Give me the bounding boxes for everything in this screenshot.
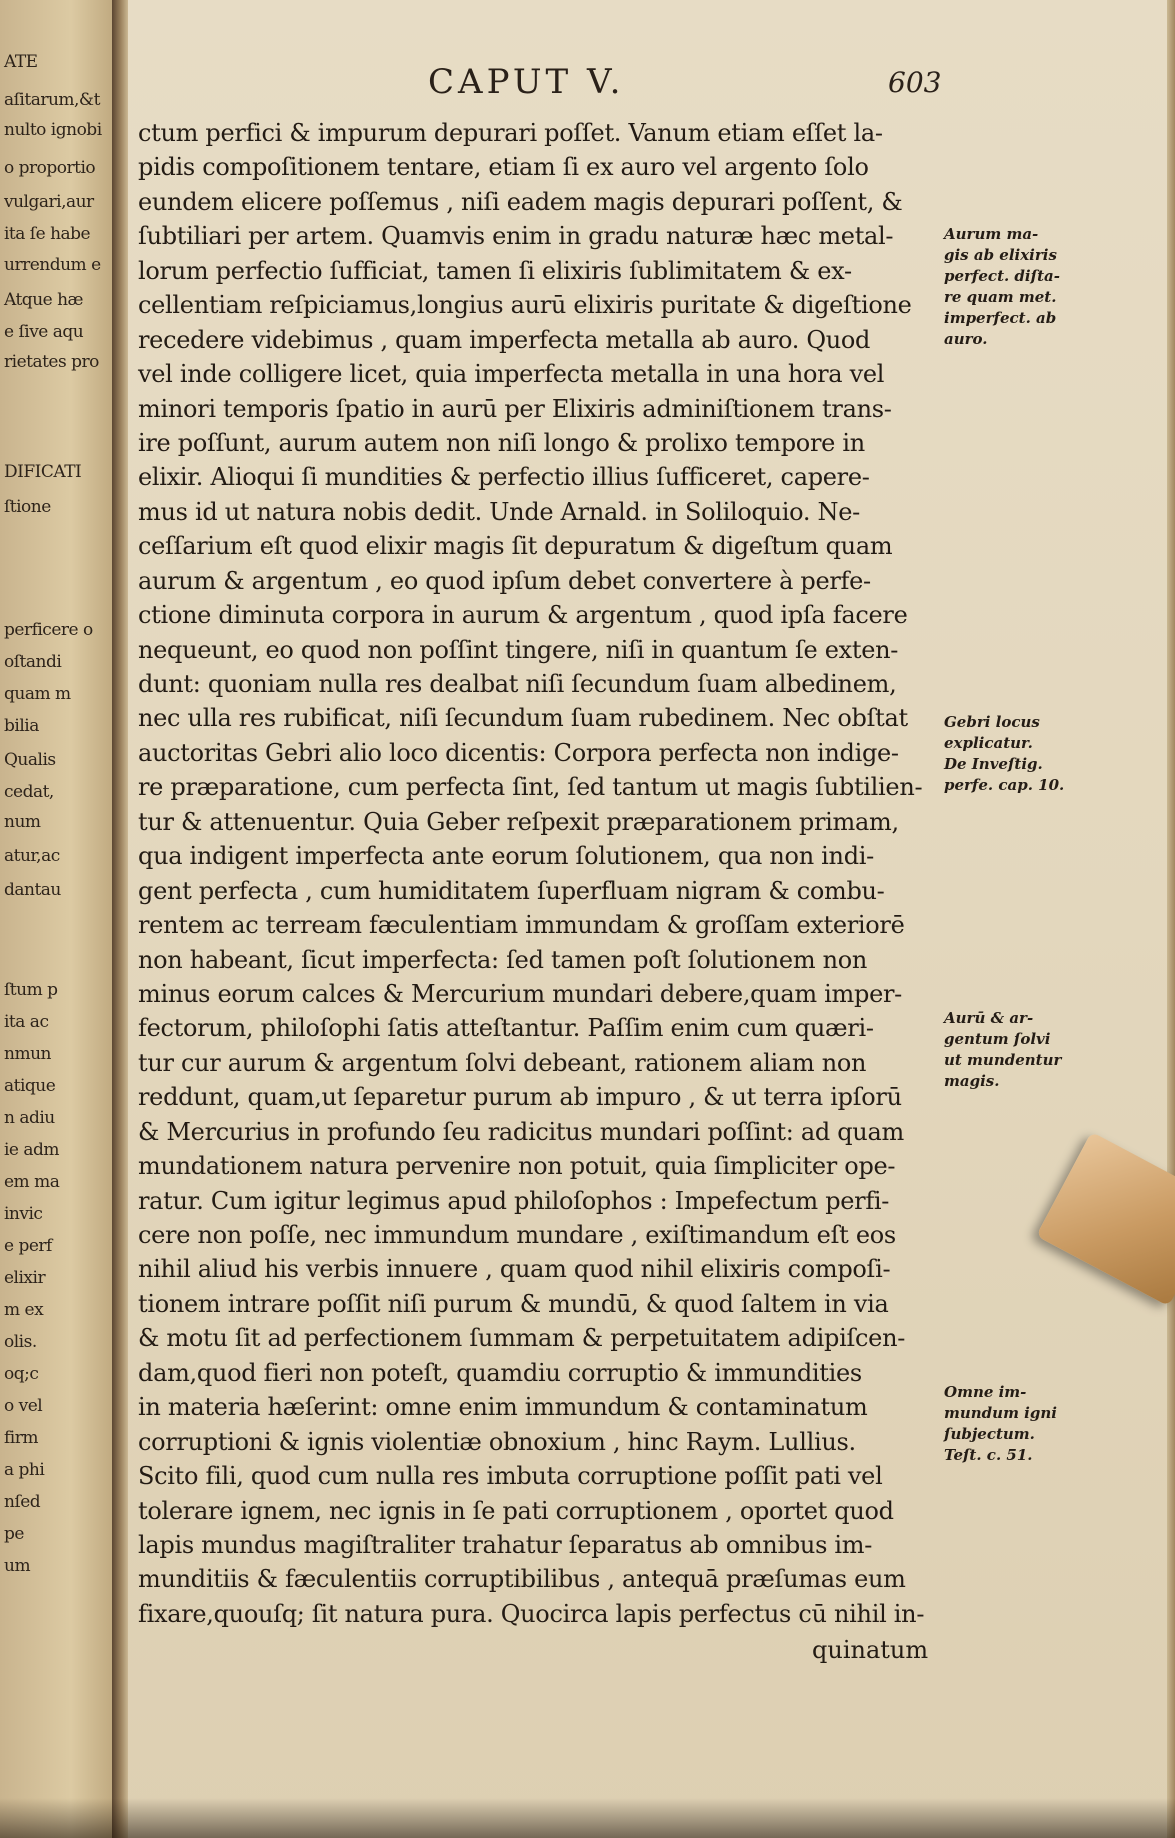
text-line: & motu ſit ad perfectionem ſummam & perpetuitatem adipiſcen- [138, 1324, 906, 1353]
facing-page-text: oq;c [4, 1364, 39, 1384]
text-line: dam,quod fieri non poteſt, quamdiu corruptio & immundities [138, 1358, 862, 1387]
text-line: cere non poſſe, nec immundum mundare , exiſtimandum eſt eos [138, 1221, 896, 1249]
facing-page-text: olis. [4, 1332, 37, 1352]
text-line: tolerare ignem, nec ignis in ſe pati corruptionem , oportet quod [138, 1496, 894, 1525]
margin-note-line: mundum igni [944, 1404, 1057, 1422]
facing-page-text: e ſive aqu [4, 322, 84, 342]
text-line: & Mercurius in profundo ſeu radicitus mundari poſſint: ad quam [138, 1117, 904, 1146]
margin-note-line: re quam met. [944, 288, 1057, 306]
text-line: tur cur aurum & argentum ſolvi debeant, rationem aliam non [138, 1048, 867, 1077]
page-number: 603 [888, 66, 942, 99]
text-line: mus id ut natura nobis dedit. Unde Arnald. in Soliloquio. Ne- [138, 497, 860, 526]
text-line: fixare,quouſq; ſit natura pura. Quocirca lapis perfectus cū nihil in- [138, 1599, 925, 1628]
chapter-title: CAPUT V. [428, 62, 625, 102]
page-edge [1167, 0, 1175, 1838]
facing-page-text: oſtandi [4, 652, 62, 672]
text-line: re præparatione, cum perfecta ſint, ſed tantum ut magis ſubtilien- [138, 773, 923, 802]
text-line: recedere videbimus , quam imperfecta metalla ab auro. Quod [138, 325, 871, 354]
text-line: non habeant, ſicut imperfecta: ſed tamen poſt ſolutionem non [138, 945, 868, 974]
margin-note-line: magis. [944, 1072, 1000, 1090]
margin-note-line: Gebri locus [944, 713, 1040, 731]
text-line: pidis compoſitionem tentare, etiam ſi ex auro vel argento ſolo [138, 153, 869, 182]
text-line: ratur. Cum igitur legimus apud philoſophos : Impefectum perfi- [138, 1186, 890, 1215]
text-line: qua indigent imperfecta ante eorum ſolutionem, qua non indi- [138, 842, 874, 871]
facing-page-text: perficere o [4, 620, 93, 640]
margin-note-aurum-argentum [944, 1008, 1061, 1092]
text-line: tur & attenuentur. Quia Geber reſpexit præparationem primam, [138, 807, 899, 836]
facing-page-text: m ex [4, 1300, 44, 1320]
facing-page-text: em ma [4, 1172, 60, 1192]
text-line: aurum & argentum , eo quod ipſum debet convertere à perfe- [138, 566, 871, 595]
text-line: ctione diminuta corpora in aurum & argentum , quod ipſa facere [138, 601, 908, 630]
body-text [138, 116, 948, 1631]
facing-page-text: e perf [4, 1236, 52, 1256]
text-line: rentem ac terream fæculentiam immundam & groſſam exteriorē [138, 911, 905, 940]
margin-note-line: De Inveſtig. [944, 755, 1043, 773]
facing-page-text: Atque hæ [4, 290, 84, 310]
margin-note-aurum [944, 224, 1060, 350]
text-line: elixir. Alioqui ſi mundities & perfectio illius ſufficeret, capere- [138, 463, 870, 492]
facing-page-text: ſtum p [4, 980, 58, 1000]
text-line: in materia hæſerint: omne enim immundum & contaminatum [138, 1393, 868, 1422]
facing-page-fragment [0, 0, 118, 1838]
margin-note-line: ſubjectum. [944, 1425, 1035, 1443]
text-line: fectorum, philoſophi ſatis atteſtantur. Paſſim enim cum quæri- [138, 1014, 874, 1043]
facing-page-text: nulto ignobi [4, 120, 102, 140]
facing-page-text: n adiu [4, 1108, 55, 1128]
text-line: ctum perfici & impurum depurari poſſet. Vanum etiam eſſet la- [138, 119, 883, 147]
text-line: reddunt, quam,ut ſeparetur purum ab impuro , & ut terra ipſorū [138, 1083, 902, 1112]
text-line: nec ulla res rubificat, niſi ſecundum ſuam rubedinem. Nec obſtat [138, 704, 908, 733]
text-line: corruptioni & ignis violentiæ obnoxium , hinc Raym. Lullius. [138, 1427, 856, 1456]
text-line: eundem elicere poſſemus , niſi eadem magis depurari poſſent, & [138, 187, 903, 216]
facing-page-text: ie adm [4, 1140, 60, 1160]
text-line: ceſſarium eſt quod elixir magis ſit depuratum & digeſtum quam [138, 532, 893, 561]
margin-note-line: Aurū & ar- [944, 1009, 1034, 1027]
book-page [128, 0, 1175, 1838]
facing-page-text: ATE [4, 52, 38, 72]
margin-note-line: Teſt. c. 51. [944, 1446, 1033, 1464]
facing-page-text: Qualis [4, 750, 56, 770]
text-line: ſubtiliari per artem. Quamvis enim in gradu naturæ hæc metal- [138, 222, 894, 251]
margin-note-line: Aurum ma- [944, 225, 1039, 243]
margin-note-line: gis ab elixiris [944, 246, 1057, 264]
facing-page-text: ita ac [4, 1012, 49, 1032]
facing-page-text: ſtione [4, 497, 51, 517]
margin-note-line: perfect. diſta- [944, 267, 1060, 285]
text-line: vel inde colligere licet, quia imperfecta metalla in una hora vel [138, 360, 885, 389]
facing-page-text: o vel [4, 1396, 43, 1416]
margin-note-line: gentum ſolvi [944, 1030, 1051, 1048]
facing-page-text: num [4, 812, 41, 832]
text-line: lorum perfectio ſufficiat, tamen ſi elixiris ſublimitatem & ex- [138, 256, 852, 285]
facing-page-text: invic [4, 1204, 43, 1224]
facing-page-text: um [4, 1556, 31, 1576]
margin-note-omne [944, 1382, 1057, 1466]
facing-page-text: cedat, [4, 782, 54, 802]
facing-page-text: bilia [4, 716, 39, 736]
text-line: nequeunt, eo quod non poſſint tingere, niſi in quantum ſe exten- [138, 635, 899, 664]
facing-page-text: nmun [4, 1044, 51, 1064]
text-line: minus eorum calces & Mercurium mundari debere,quam imper- [138, 979, 902, 1008]
facing-page-text: vulgari,aur [4, 192, 94, 212]
facing-page-text: nſed [4, 1492, 41, 1512]
text-line: dunt: quoniam nulla res dealbat niſi ſecundum ſuam albedinem, [138, 670, 897, 698]
running-head [128, 62, 1175, 112]
catchword: quinatum [812, 1636, 929, 1664]
facing-page-text: ita ſe habe [4, 224, 91, 244]
margin-note-line: ut mundentur [944, 1051, 1062, 1069]
facing-page-text: firm [4, 1428, 38, 1448]
facing-page-text: dantau [4, 880, 61, 900]
margin-note-line: auro. [944, 330, 988, 348]
text-line: lapis mundus magiſtraliter trahatur ſeparatus ab omnibus im- [138, 1530, 873, 1559]
text-line: cellentiam reſpiciamus,longius aurū elixiris puritate & digeſtione [138, 291, 912, 320]
facing-page-text: urrendum e [4, 255, 101, 275]
facing-page-text: atique [4, 1076, 56, 1096]
facing-page-text: DIFICATI [4, 462, 82, 482]
facing-page-text: rietates pro [4, 352, 99, 372]
facing-page-text: quam m [4, 684, 71, 704]
margin-note-gebri [944, 712, 1064, 796]
text-line: Scito fili, quod cum nulla res imbuta corruptione poſſit pati vel [138, 1462, 883, 1491]
margin-note-line: imperfect. ab [944, 309, 1057, 327]
text-line: auctoritas Gebri alio loco dicentis: Corpora perfecta non indige- [138, 738, 899, 767]
facing-page-text: a phi [4, 1460, 45, 1480]
facing-page-text: pe [4, 1524, 24, 1544]
facing-page-text: aſitarum,&t [4, 90, 100, 110]
bottom-shadow [0, 1798, 1175, 1838]
facing-page-text: atur,ac [4, 846, 60, 866]
text-line: mundationem natura pervenire non potuit, quia ſimpliciter ope- [138, 1152, 896, 1181]
text-line: nihil aliud his verbis innuere , quam quod nihil elixiris compoſi- [138, 1255, 891, 1284]
margin-note-line: perfe. cap. 10. [944, 776, 1065, 794]
margin-note-line: Omne im- [944, 1383, 1027, 1401]
text-line: tionem intrare poſſit niſi purum & mundū, & quod ſaltem in via [138, 1289, 889, 1318]
facing-page-text: o proportio [4, 158, 96, 178]
text-line: ire poſſunt, aurum autem non niſi longo & prolixo tempore in [138, 428, 865, 457]
text-line: minori temporis ſpatio in aurū per Elixiris adminiſtionem trans- [138, 394, 892, 423]
margin-note-line: explicatur. [944, 734, 1033, 752]
text-line: munditiis & fæculentiis corruptibilibus , antequā præſumas eum [138, 1565, 906, 1594]
facing-page-text: elixir [4, 1268, 46, 1288]
text-line: gent perfecta , cum humiditatem ſuperfluam nigram & combu- [138, 876, 885, 905]
